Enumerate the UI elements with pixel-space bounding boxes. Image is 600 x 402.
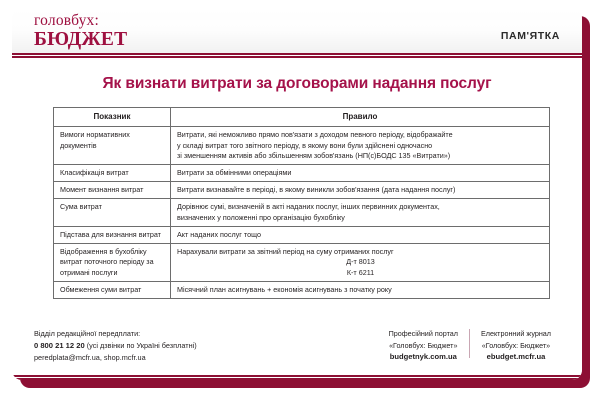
rule-line: Нарахували витрати за звітний період на суму отриманих послуг [177,247,394,257]
cell-rule [171,165,550,182]
rule-line: Дорівнює сумі, визначеній в акті наданих послуг, інших первинних документах, [177,202,440,212]
portal-label: Професійний портал [388,329,458,338]
table-row [54,182,550,199]
brand-logo [34,13,127,49]
subscription-label: Відділ редакційної передплати: [34,329,141,338]
rule-line: Акт наданих послуг тощо [177,229,261,239]
subscription-phone-note: (усі дзвінки по Україні безплатні) [86,340,197,350]
subscription-phone[interactable]: 0 800 21 12 20 [34,340,85,350]
rule-line-credit: К-т 6211 [346,267,375,277]
table-row [54,244,550,282]
cell-rule [171,182,550,199]
cell-rule [171,244,550,282]
page-header [12,8,582,58]
cell-rule [171,281,550,298]
column-header-indicator: Показник [54,108,171,127]
journal-brand: «Головбух: Бюджет» [481,340,551,350]
memo-table-wrap [53,107,560,299]
column-header-rule: Правило [171,108,550,127]
footer-divider-rule [12,375,582,380]
cell-indicator: Сума витрат [54,199,171,226]
brand-logo-line1: головбух: [34,12,100,29]
footer-journal-column [470,328,562,364]
table-row [54,281,550,298]
memo-card [12,8,582,380]
rule-line: Витрати, які неможливо прямо пов'язати з доходом певного періоду, відображайте [177,130,453,140]
rule-line: зі зменшенням активів або збільшенням зобов'язань (НП(с)БОДС 135 «Витрати») [177,150,451,160]
table-row [54,199,550,226]
rule-line: Місячний план асигнувань + економія асигнувань з початку року [177,284,392,294]
rule-line: Витрати визнавайте в періоді, в якому виникли зобов'язання (дата надання послуг) [177,185,456,195]
table-row [54,127,550,165]
rule-line: Витрати за обмінними операціями [177,168,292,178]
footer-portal-column [378,328,469,364]
document-type-badge: ПАМ'ЯТКА [500,30,560,42]
page-title: Як визнати витрати за договорами надання послуг [102,75,492,92]
cell-indicator: Класифікація витрат [54,165,171,182]
memo-table-body [54,127,550,299]
cell-indicator: Обмеження суми витрат [54,281,171,298]
rule-line: у складі витрат того звітного періоду, в якому вони були здійснені одночасно [177,140,433,150]
footer-links [378,328,562,364]
page-body [12,58,582,320]
cell-rule [171,199,550,226]
cell-rule [171,226,550,243]
portal-brand: «Головбух: Бюджет» [389,340,458,350]
portal-site-link[interactable]: budgetnyk.com.ua [389,352,457,362]
subscription-phone-line [34,340,197,352]
memo-table [53,107,550,299]
journal-label: Електронний журнал [480,329,551,338]
rule-line: визначених у положенні про організацію бухобліку [177,212,345,222]
page-footer [12,320,582,380]
brand-logo-line2: БЮДЖЕТ [34,28,128,50]
table-row [54,226,550,243]
subscription-contact-block [34,328,197,364]
table-header-row [54,108,550,127]
cell-rule [171,127,550,165]
journal-site-link[interactable]: ebudget.mcfr.ua [486,352,546,362]
cell-indicator: Підстава для визнання витрат [54,226,171,243]
cell-indicator: Момент визнання витрат [54,182,171,199]
cell-indicator: Відображення в бухобліку витрат поточного періоду за отримані послуги [54,244,171,282]
subscription-contacts[interactable]: peredplata@mcfr.ua, shop.mcfr.ua [34,353,146,363]
rule-line-debit: Д-т 8013 [346,257,375,267]
cell-indicator: Вимоги нормативних документів [54,127,171,165]
table-row [54,165,550,182]
